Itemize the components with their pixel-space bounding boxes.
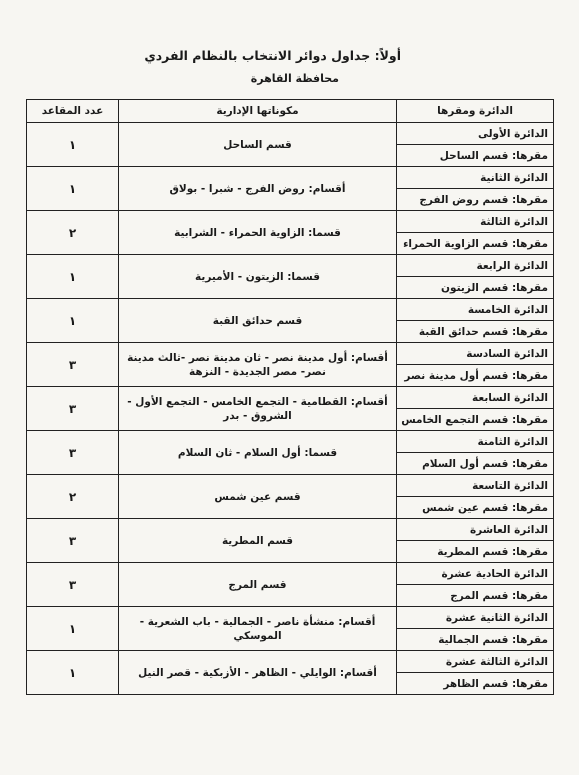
circuit-seat: مقرها: قسم عين شمس: [397, 497, 554, 519]
circuit-seat: مقرها: قسم المرج: [397, 585, 554, 607]
circuit-components: أقسام: الوايلي - الظاهر - الأزبكية - قصر النيل: [119, 651, 397, 695]
table-row: [27, 607, 554, 629]
circuit-name: الدائرة العاشرة: [397, 519, 554, 541]
circuit-name: الدائرة السادسة: [397, 343, 554, 365]
circuit-components: قسم المطرية: [119, 519, 397, 563]
table-row: [27, 519, 554, 541]
circuit-seats: ٣: [27, 343, 119, 387]
circuit-seats: ٣: [27, 431, 119, 475]
circuit-components: قسم المرج: [119, 563, 397, 607]
circuit-components: قسما: الزيتون - الأميرية: [119, 255, 397, 299]
circuit-seat: مقرها: قسم الظاهر: [397, 673, 554, 695]
circuit-seats: ١: [27, 651, 119, 695]
circuit-seats: ١: [27, 607, 119, 651]
circuit-seats: ٢: [27, 211, 119, 255]
table-row: [27, 123, 554, 145]
circuit-seats: ١: [27, 167, 119, 211]
table-row: [27, 651, 554, 673]
table-row: [27, 255, 554, 277]
circuit-components: أقسام: القطامية - التجمع الخامس - التجمع الأول - الشروق - بدر: [119, 387, 397, 431]
page-title: أولاً: جداول دوائر الانتخاب بالنظام الفردي: [144, 48, 401, 63]
circuit-components: أقسام: أول مدينة نصر - ثان مدينة نصر -ثالث مدينة نصر- مصر الجديدة - النزهة: [119, 343, 397, 387]
circuit-seat: مقرها: قسم الساحل: [397, 145, 554, 167]
circuit-seat: مقرها: قسم الزاوية الحمراء: [397, 233, 554, 255]
table-row: [27, 299, 554, 321]
circuit-name: الدائرة التاسعة: [397, 475, 554, 497]
circuit-components: قسما: أول السلام - ثان السلام: [119, 431, 397, 475]
table-row: [27, 563, 554, 585]
page-subtitle: محافظة القاهرة: [250, 72, 339, 85]
circuit-seats: ٣: [27, 563, 119, 607]
circuit-seat: مقرها: قسم الزيتون: [397, 277, 554, 299]
circuit-seat: مقرها: قسم أول مدينة نصر: [397, 365, 554, 387]
circuit-seat: مقرها: قسم المطرية: [397, 541, 554, 563]
table-row: [27, 431, 554, 453]
circuit-name: الدائرة الثالثة عشرة: [397, 651, 554, 673]
circuit-seats: ١: [27, 123, 119, 167]
circuit-components: قسما: الزاوية الحمراء - الشرابية: [119, 211, 397, 255]
circuit-name: الدائرة الرابعة: [397, 255, 554, 277]
circuit-name: الدائرة الثالثة: [397, 211, 554, 233]
circuit-name: الدائرة الحادية عشرة: [397, 563, 554, 585]
table-row: [27, 343, 554, 365]
header-seats: عدد المقاعد: [27, 100, 119, 123]
circuit-seat: مقرها: قسم حدائق القبة: [397, 321, 554, 343]
circuit-name: الدائرة الأولى: [397, 123, 554, 145]
circuit-seat: مقرها: قسم الجمالية: [397, 629, 554, 651]
circuit-name: الدائرة الخامسة: [397, 299, 554, 321]
circuit-seats: ٣: [27, 387, 119, 431]
circuit-seats: ١: [27, 255, 119, 299]
circuit-name: الدائرة الثانية عشرة: [397, 607, 554, 629]
circuits-table: [26, 99, 554, 695]
circuit-components: أقسام: منشأة ناصر - الجمالية - باب الشعرية - الموسكي: [119, 607, 397, 651]
circuit-name: الدائرة الثانية: [397, 167, 554, 189]
circuit-components: قسم الساحل: [119, 123, 397, 167]
circuit-seat: مقرها: قسم أول السلام: [397, 453, 554, 475]
table-row: [27, 475, 554, 497]
circuit-components: أقسام: روض الفرج - شبرا - بولاق: [119, 167, 397, 211]
circuit-name: الدائرة الثامنة: [397, 431, 554, 453]
table-row: [27, 211, 554, 233]
table-row: [27, 167, 554, 189]
table-header-row: [27, 100, 554, 123]
header-circuit: الدائرة ومقرها: [397, 100, 554, 123]
circuit-seats: ٣: [27, 519, 119, 563]
circuit-components: قسم عين شمس: [119, 475, 397, 519]
table-row: [27, 387, 554, 409]
circuit-seats: ٢: [27, 475, 119, 519]
header-components: مكوناتها الإدارية: [119, 100, 397, 123]
circuit-seat: مقرها: قسم روض الفرج: [397, 189, 554, 211]
circuit-name: الدائرة السابعة: [397, 387, 554, 409]
circuit-seat: مقرها: قسم التجمع الخامس: [397, 409, 554, 431]
circuit-components: قسم حدائق القبة: [119, 299, 397, 343]
circuit-seats: ١: [27, 299, 119, 343]
